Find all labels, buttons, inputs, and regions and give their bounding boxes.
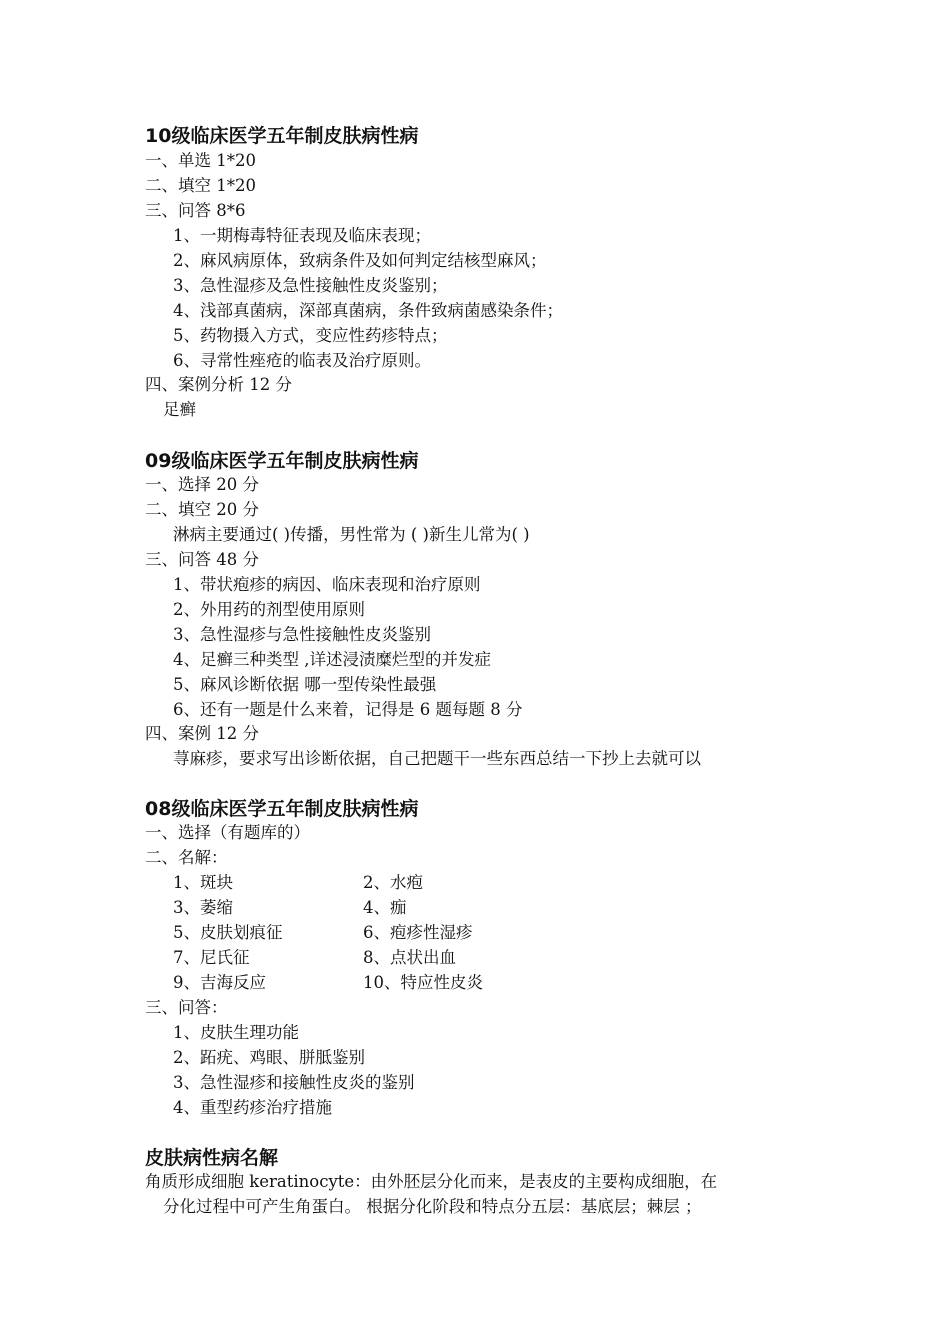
section-09-question-3: 3、急性湿疹与急性接触性皮炎鉴别 [173,625,431,644]
term-item: 10、特应性皮炎 [363,973,483,992]
term-item: 9、吉海反应 [173,973,266,992]
term-item: 4、痂 [363,898,407,917]
section-09-title: 09级临床医学五年制皮肤病性病 [145,450,419,472]
section-09-part-2: 二、填空 20 分 [145,500,259,519]
term-item: 5、皮肤划痕征 [173,923,283,942]
section-09-question-4: 4、足癣三种类型 ,详述浸渍糜烂型的并发症 [173,650,491,669]
section-09-question-2: 2、外用药的剂型使用原则 [173,600,365,619]
section-09-part-4: 四、案例 12 分 [145,724,259,743]
term-item: 6、疱疹性湿疹 [363,923,473,942]
section-09-question-1: 1、带状疱疹的病因、临床表现和治疗原则 [173,575,481,594]
section-10-question-1: 1、一期梅毒特征表现及临床表现； [173,226,431,245]
section-09-case: 荨麻疹，要求写出诊断依据，自己把题干一些东西总结一下抄上去就可以 [173,749,701,768]
section-09-question-5: 5、麻风诊断依据 哪一型传染性最强 [173,675,437,694]
section-08-part-3: 三、问答： [145,998,228,1017]
glossary-title: 皮肤病性病名解 [145,1147,279,1169]
section-10-part-2: 二、填空 1*20 [145,176,256,195]
term-item: 2、水疱 [363,873,423,892]
section-09-part-1: 一、选择 20 分 [145,475,259,494]
term-item: 1、斑块 [173,873,233,892]
term-item: 8、点状出血 [363,948,456,967]
section-09-fill-question: 淋病主要通过( )传播，男性常为 ( )新生儿常为( ) [173,525,530,544]
term-item: 3、萎缩 [173,898,233,917]
section-10-part-4: 四、案例分析 12 分 [145,375,292,394]
section-08-question-2: 2、跖疣、鸡眼、胼胝鉴别 [173,1048,365,1067]
section-08-question-4: 4、重型药疹治疗措施 [173,1098,332,1117]
term-item: 7、尼氏征 [173,948,250,967]
glossary-paragraph-line-1: 角质形成细胞 keratinocyte：由外胚层分化而来，是表皮的主要构成细胞，在 [145,1172,718,1191]
section-10-part-3: 三、问答 8*6 [145,201,246,220]
glossary-paragraph-line-2: 分化过程中可产生角蛋白。 根据分化阶段和特点分五层：基底层；棘层 ； [163,1197,702,1216]
section-09-question-6: 6、还有一题是什么来着，记得是 6 题每题 8 分 [173,700,523,719]
section-08-part-1: 一、选择（有题库的） [145,823,310,842]
section-08-part-2: 二、名解： [145,848,228,867]
section-10-question-6: 6、寻常性痤疮的临表及治疗原则。 [173,351,431,370]
section-08-question-1: 1、皮肤生理功能 [173,1023,299,1042]
section-10-part-1: 一、单选 1*20 [145,151,256,170]
section-10-question-5: 5、药物摄入方式，变应性药疹特点； [173,326,448,345]
section-08-title: 08级临床医学五年制皮肤病性病 [145,798,419,820]
section-10-question-2: 2、麻风病原体，致病条件及如何判定结核型麻风； [173,251,547,270]
section-10-case: 足癣 [163,400,196,419]
section-09-part-3: 三、问答 48 分 [145,550,259,569]
section-10-question-4: 4、浅部真菌病，深部真菌病，条件致病菌感染条件； [173,301,563,320]
section-08-question-3: 3、急性湿疹和接触性皮炎的鉴别 [173,1073,415,1092]
section-10-title: 10级临床医学五年制皮肤病性病 [145,125,419,147]
section-10-question-3: 3、急性湿疹及急性接触性皮炎鉴别； [173,276,448,295]
